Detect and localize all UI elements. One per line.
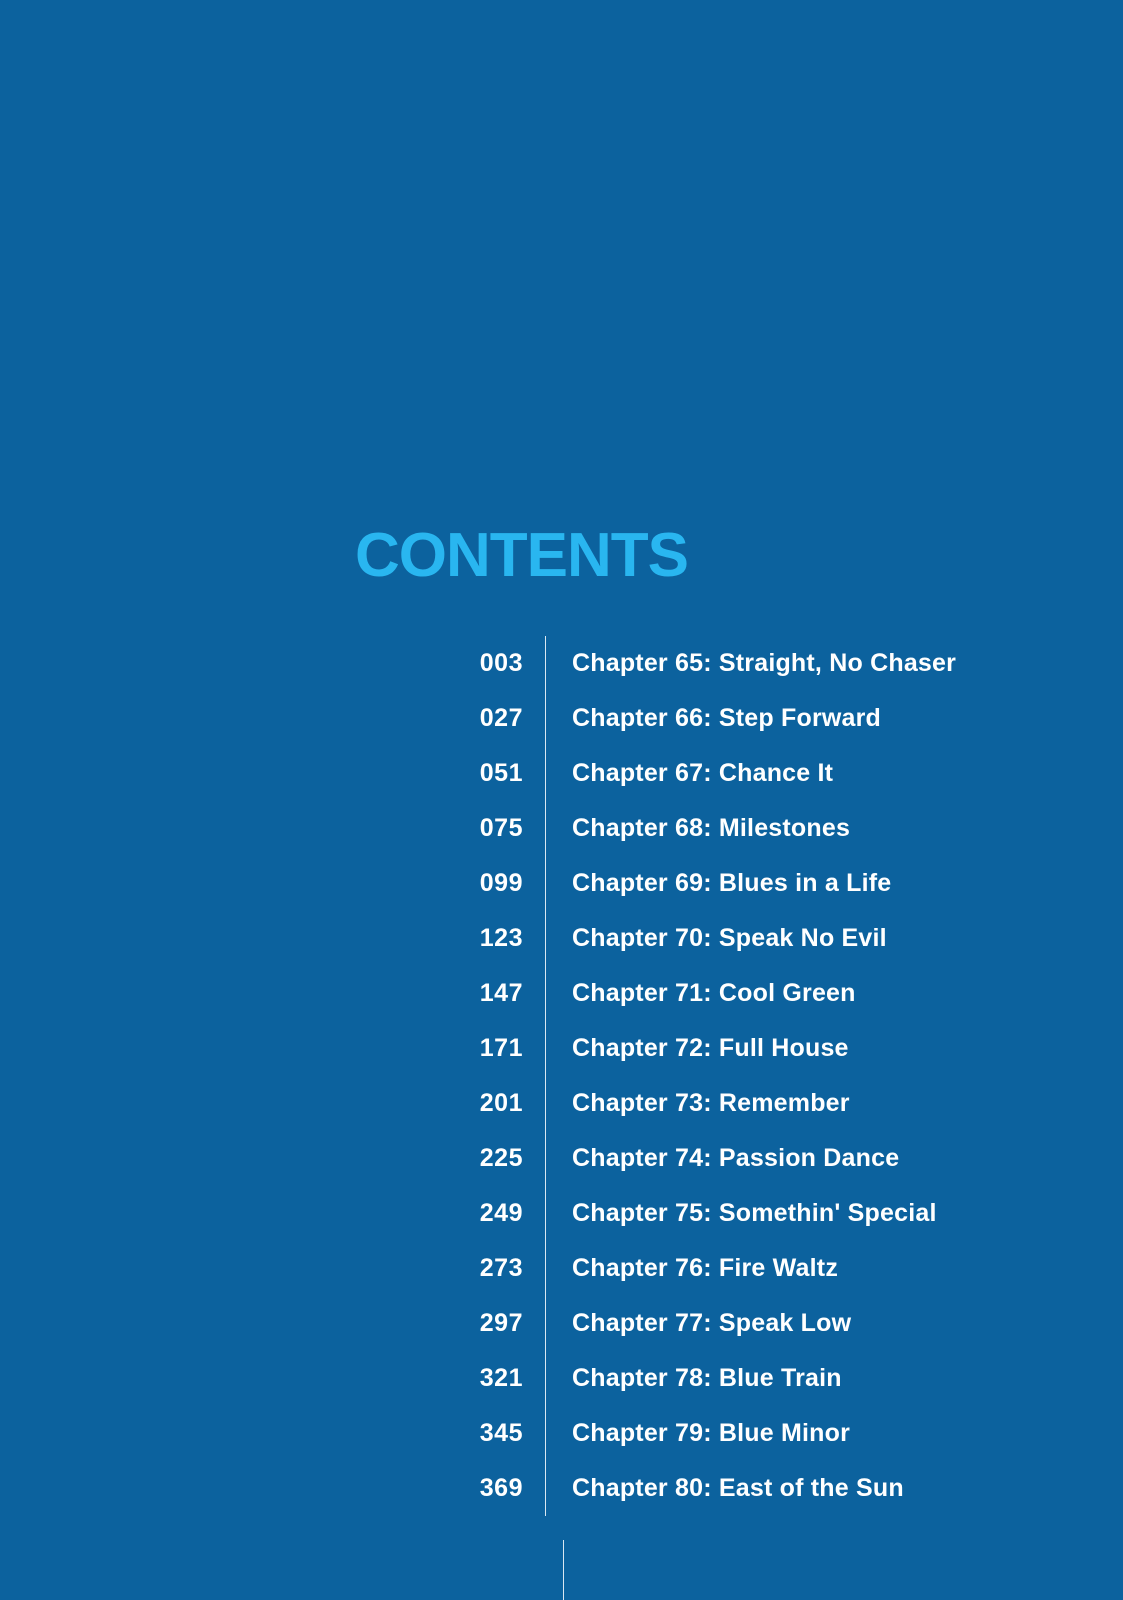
toc-entry[interactable] <box>355 636 1055 691</box>
toc-entry-page-number: 249 <box>479 1199 523 1227</box>
toc-vertical-rule <box>545 691 546 746</box>
toc-vertical-rule <box>545 1241 546 1296</box>
toc-entry[interactable] <box>355 1021 1055 1076</box>
toc-entry-page-number: 171 <box>479 1034 523 1062</box>
toc-entry-page-number: 051 <box>479 759 523 787</box>
toc-vertical-rule <box>545 911 546 966</box>
toc-entry-title: Chapter 69: Blues in a Life <box>572 869 892 897</box>
toc-entry-title: Chapter 75: Somethin' Special <box>572 1199 937 1227</box>
toc-vertical-rule <box>545 746 546 801</box>
toc-entry-title: Chapter 74: Passion Dance <box>572 1144 900 1172</box>
toc-entry[interactable] <box>355 1131 1055 1186</box>
toc-entry[interactable] <box>355 966 1055 1021</box>
toc-entry[interactable] <box>355 1186 1055 1241</box>
toc-entry-title: Chapter 78: Blue Train <box>572 1364 842 1392</box>
toc-entry-page-number: 003 <box>479 649 523 677</box>
toc-vertical-rule <box>545 1131 546 1186</box>
toc-entry-title: Chapter 77: Speak Low <box>572 1309 852 1337</box>
toc-entry-title: Chapter 71: Cool Green <box>572 979 856 1007</box>
toc-entry[interactable] <box>355 1351 1055 1406</box>
toc-vertical-rule <box>545 1351 546 1406</box>
toc-entry-page-number: 273 <box>479 1254 523 1282</box>
toc-entry-title: Chapter 70: Speak No Evil <box>572 924 887 952</box>
toc-entry-page-number: 027 <box>479 704 523 732</box>
toc-entry[interactable] <box>355 1296 1055 1351</box>
toc-vertical-rule-tail <box>563 1540 564 1600</box>
toc-entry-page-number: 099 <box>479 869 523 897</box>
toc-entry[interactable] <box>355 856 1055 911</box>
page-title: CONTENTS <box>355 521 688 590</box>
toc-entry-title: Chapter 65: Straight, No Chaser <box>572 649 957 677</box>
toc-entry-page-number: 225 <box>479 1144 523 1172</box>
toc-entry-page-number: 123 <box>479 924 523 952</box>
toc-entry-title: Chapter 68: Milestones <box>572 814 851 842</box>
toc-entry[interactable] <box>355 1241 1055 1296</box>
toc-entry[interactable] <box>355 1076 1055 1131</box>
toc-vertical-rule <box>545 801 546 856</box>
toc-entry-title: Chapter 72: Full House <box>572 1034 849 1062</box>
toc-entry-page-number: 147 <box>479 979 523 1007</box>
toc-entry[interactable] <box>355 1406 1055 1461</box>
toc-entry[interactable] <box>355 691 1055 746</box>
toc-entry-page-number: 369 <box>479 1474 523 1502</box>
toc-entry[interactable] <box>355 911 1055 966</box>
toc-entry[interactable] <box>355 1461 1055 1516</box>
toc-entry-page-number: 201 <box>479 1089 523 1117</box>
toc-vertical-rule <box>545 856 546 911</box>
toc-entry-title: Chapter 79: Blue Minor <box>572 1419 851 1447</box>
table-of-contents <box>355 636 1055 1516</box>
toc-entry-page-number: 321 <box>479 1364 523 1392</box>
toc-entry-title: Chapter 73: Remember <box>572 1089 850 1117</box>
toc-vertical-rule <box>545 1406 546 1461</box>
toc-entry-page-number: 297 <box>479 1309 523 1337</box>
toc-entry-title: Chapter 67: Chance It <box>572 759 834 787</box>
toc-vertical-rule <box>545 1076 546 1131</box>
toc-vertical-rule <box>545 1461 546 1516</box>
toc-vertical-rule <box>545 1021 546 1076</box>
toc-entry-title: Chapter 66: Step Forward <box>572 704 882 732</box>
toc-vertical-rule <box>545 1296 546 1351</box>
toc-vertical-rule <box>545 636 546 691</box>
toc-entry-title: Chapter 76: Fire Waltz <box>572 1254 839 1282</box>
toc-entry-page-number: 345 <box>479 1419 523 1447</box>
toc-entry[interactable] <box>355 801 1055 856</box>
toc-entry[interactable] <box>355 746 1055 801</box>
toc-vertical-rule <box>545 1186 546 1241</box>
toc-vertical-rule <box>545 966 546 1021</box>
toc-entry-page-number: 075 <box>479 814 523 842</box>
toc-entry-title: Chapter 80: East of the Sun <box>572 1474 904 1502</box>
